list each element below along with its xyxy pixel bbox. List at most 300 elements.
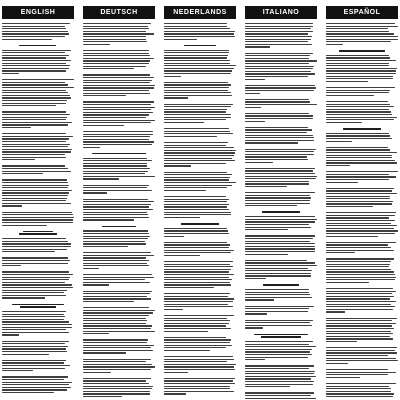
body-text-line (245, 241, 310, 242)
body-text-line (2, 324, 72, 325)
body-text-line (245, 137, 314, 138)
body-text-line (83, 68, 134, 69)
body-text-line (2, 198, 67, 199)
body-text-line (2, 277, 70, 278)
body-text-line (164, 31, 235, 32)
body-text-line (326, 201, 393, 202)
section-heading-line (181, 223, 220, 225)
body-text-line (164, 199, 229, 200)
body-text-line (2, 351, 67, 352)
body-text-line (326, 328, 394, 329)
body-text-line (245, 31, 313, 32)
body-text-line (164, 331, 208, 332)
body-text-line (2, 203, 71, 204)
body-text-line (2, 119, 66, 120)
body-text-line (2, 84, 68, 85)
section-heading-line (19, 45, 56, 47)
body-text-line (245, 306, 314, 307)
body-text-line (83, 39, 146, 40)
body-text-line (164, 236, 184, 237)
body-text-line (83, 331, 155, 332)
body-text-line (164, 182, 236, 183)
body-text-line (164, 106, 231, 107)
body-text-line (2, 36, 65, 37)
body-text-line (245, 346, 316, 347)
body-text-line (326, 23, 395, 24)
body-text-line (2, 173, 43, 174)
body-text-line (245, 359, 265, 360)
body-text-line (164, 315, 234, 316)
body-text-line (245, 149, 316, 150)
section-heading-line (20, 306, 56, 308)
body-text-line (326, 114, 392, 115)
body-text-line (83, 58, 154, 59)
body-text-line (245, 58, 309, 59)
body-text-line (2, 292, 64, 293)
body-text-line (2, 190, 72, 191)
body-text-line (164, 97, 188, 98)
body-text-line (83, 386, 153, 387)
body-text-line (164, 337, 226, 338)
body-text-line (2, 122, 72, 123)
body-text-line (326, 70, 396, 71)
body-text-line (83, 219, 134, 220)
body-text-line (164, 206, 227, 207)
body-text-line (83, 255, 154, 256)
body-text-line (326, 386, 389, 387)
body-text-line (245, 294, 310, 295)
section-heading-line (23, 231, 54, 233)
body-text-line (2, 368, 65, 369)
body-text-line (326, 258, 394, 259)
column-header-nederlands: NEDERLANDS (164, 6, 236, 19)
body-text-line (245, 371, 315, 372)
body-text-line (164, 386, 230, 387)
body-text-line (164, 250, 234, 251)
body-text-line (83, 301, 134, 302)
body-text-line (83, 26, 148, 27)
body-text-line (245, 93, 260, 94)
body-text-line (2, 241, 68, 242)
body-text-line (245, 313, 267, 314)
body-text-line (245, 33, 308, 34)
body-text-line (2, 341, 69, 342)
body-text-line (164, 142, 228, 143)
body-text-line (2, 354, 49, 355)
body-text-line (326, 203, 392, 204)
body-text-line (164, 128, 229, 129)
body-text-line (83, 325, 152, 326)
body-text-line (245, 87, 316, 88)
body-text-line (164, 68, 234, 69)
body-text-line (2, 182, 68, 183)
body-text-line (245, 79, 265, 80)
body-text-line (245, 308, 309, 309)
body-text-line (245, 392, 314, 393)
body-text-line (164, 147, 234, 148)
body-text-line (164, 70, 232, 71)
body-text-line (326, 217, 389, 218)
body-text-line (326, 274, 395, 275)
body-text-line (2, 263, 68, 264)
body-text-line (245, 115, 313, 116)
body-text-line (326, 212, 396, 213)
body-text-line (164, 172, 227, 173)
body-text-line (326, 333, 393, 334)
section-heading-line (19, 233, 57, 235)
body-text-line (164, 228, 227, 229)
body-text-line (245, 349, 312, 350)
column-header-italiano: ITALIANO (245, 6, 317, 19)
body-text-line (83, 333, 109, 334)
body-text-line (245, 378, 311, 379)
body-text-line (2, 124, 68, 125)
body-text-line (326, 60, 396, 61)
body-text-line (245, 41, 308, 42)
body-text-line (2, 97, 71, 98)
body-text-line (164, 204, 229, 205)
body-text-line (164, 306, 233, 307)
section-heading-line (339, 50, 386, 52)
body-text-line (326, 55, 389, 56)
body-text-line (326, 162, 397, 163)
body-text-line (326, 228, 394, 229)
body-text-line (326, 215, 395, 216)
body-text-line (83, 93, 150, 94)
body-text-line (83, 318, 146, 319)
body-text-line (326, 90, 390, 91)
body-text-line (164, 356, 233, 357)
body-text-line (83, 201, 154, 202)
body-text-line (326, 157, 392, 158)
body-text-line (2, 238, 66, 239)
body-text-line (245, 275, 311, 276)
body-text-line (164, 359, 234, 360)
body-text-line (164, 39, 197, 40)
body-text-line (2, 33, 69, 34)
body-text-line (245, 260, 307, 261)
body-text-line (164, 117, 231, 118)
body-text-line (2, 370, 33, 371)
body-text-line (2, 246, 71, 247)
body-text-line (83, 66, 146, 67)
body-text-line (245, 384, 313, 385)
body-text-line (164, 342, 230, 343)
column-header-english: ENGLISH (2, 6, 74, 19)
body-text-line (326, 155, 392, 156)
body-text-line (83, 342, 147, 343)
body-text-line (2, 205, 22, 206)
column-header-espanol: ESPAÑOL (326, 6, 398, 19)
body-text-line (83, 190, 152, 191)
body-text-line (83, 393, 150, 394)
body-text-line (83, 33, 154, 34)
body-text-line (326, 301, 396, 302)
body-text-line (245, 197, 311, 198)
body-text-line (245, 192, 315, 193)
body-text-line (164, 269, 231, 270)
body-text-line (164, 366, 234, 367)
body-text-line (326, 374, 388, 375)
body-text-line (245, 44, 312, 45)
body-text-line (164, 152, 235, 153)
body-text-line (2, 365, 70, 366)
body-text-line (83, 350, 153, 351)
body-text-line (245, 151, 314, 152)
section-heading-line (92, 153, 147, 155)
body-text-line (326, 182, 358, 183)
body-text-line (245, 238, 313, 239)
body-text-line (2, 257, 68, 258)
body-text-line (164, 95, 232, 96)
body-text-line (245, 159, 308, 160)
body-text-line (326, 288, 393, 289)
body-text-line (326, 165, 350, 166)
body-text-line (245, 168, 315, 169)
body-text-line (83, 268, 99, 269)
body-text-line (164, 255, 200, 256)
body-text-line (245, 327, 263, 328)
body-text-line (245, 23, 313, 24)
body-text-line (83, 372, 111, 373)
body-text-line (245, 205, 297, 206)
body-text-line (326, 331, 391, 332)
body-text-line (164, 57, 227, 58)
body-text-line (245, 311, 308, 312)
body-text-line (83, 117, 146, 118)
body-text-line (2, 219, 73, 220)
body-text-line (2, 387, 71, 388)
body-text-line (83, 383, 149, 384)
body-text-line (164, 84, 231, 85)
body-text-line (326, 135, 390, 136)
body-text-line (164, 287, 214, 288)
body-text-line (245, 278, 266, 279)
body-text-line (245, 322, 310, 323)
body-text-line (326, 73, 396, 74)
body-text-line (83, 82, 150, 83)
body-text-line (164, 247, 229, 248)
body-text-line (2, 50, 71, 51)
body-text-line (326, 396, 393, 397)
body-text-line (2, 290, 67, 291)
body-text-line (326, 149, 390, 150)
body-text-line (2, 168, 68, 169)
body-text-line (164, 325, 226, 326)
body-text-line (164, 63, 230, 64)
body-text-line (2, 382, 72, 383)
body-text-line (83, 243, 146, 244)
body-text-line (2, 284, 72, 285)
body-text-line (245, 246, 315, 247)
body-text-line (164, 150, 236, 151)
body-text-line (164, 190, 206, 191)
body-text-line (164, 328, 231, 329)
section-heading-line (184, 45, 216, 47)
body-text-line (245, 26, 313, 27)
body-text-line (245, 104, 317, 105)
body-text-line (83, 60, 150, 61)
body-text-line (2, 127, 31, 128)
body-text-line (326, 41, 391, 42)
body-text-line (245, 376, 316, 377)
body-text-line (164, 279, 232, 280)
body-text-line (164, 345, 232, 346)
body-text-line (2, 103, 66, 104)
body-text-line (245, 395, 311, 396)
body-text-line (83, 104, 151, 105)
body-text-line (326, 122, 362, 123)
body-text-line (326, 341, 357, 342)
body-text-line (83, 315, 149, 316)
body-text-line (245, 107, 261, 108)
body-text-line (83, 23, 151, 24)
body-text-line (326, 306, 395, 307)
body-text-line (326, 296, 394, 297)
body-text-line (83, 293, 150, 294)
body-text-line (164, 177, 230, 178)
body-text-line (2, 217, 74, 218)
body-text-line (83, 134, 153, 135)
body-text-line (326, 95, 374, 96)
body-text-line (245, 386, 290, 387)
body-text-line (326, 282, 369, 283)
body-text-line (2, 73, 19, 74)
body-text-line (164, 296, 228, 297)
body-text-line (2, 187, 68, 188)
body-text-line (2, 343, 65, 344)
body-text-line (83, 90, 149, 91)
body-text-line (326, 109, 389, 110)
body-text-line (164, 301, 233, 302)
body-text-line (2, 282, 65, 283)
body-text-line (245, 365, 314, 366)
body-text-line (326, 242, 396, 243)
body-text-line (326, 236, 378, 237)
body-text-line (245, 229, 288, 230)
body-text-line (164, 388, 230, 389)
body-text-line (83, 361, 146, 362)
body-text-line (164, 271, 229, 272)
body-text-line (83, 214, 148, 215)
body-text-line (83, 168, 150, 169)
body-text-line (326, 304, 391, 305)
body-text-line (164, 165, 191, 166)
body-text-line (2, 57, 66, 58)
section-heading-line (262, 211, 300, 213)
body-text-line (326, 358, 396, 359)
section-heading-line (343, 128, 380, 130)
body-text-line (326, 391, 391, 392)
body-text-line (83, 233, 149, 234)
body-text-line (83, 144, 152, 145)
body-text-line (245, 129, 312, 130)
body-text-line (83, 320, 147, 321)
body-text-line (326, 33, 394, 34)
body-text-line (164, 119, 226, 120)
body-text-line (164, 155, 234, 156)
body-text-line (326, 104, 390, 105)
body-text-line (83, 260, 149, 261)
body-text-line (245, 85, 315, 86)
body-text-line (245, 53, 313, 54)
body-text-line (326, 350, 395, 351)
body-text-line (326, 252, 355, 253)
column-deutsch (83, 0, 155, 400)
body-text-line (245, 325, 312, 326)
body-text-line (164, 92, 231, 93)
body-text-line (326, 119, 394, 120)
body-text-line (245, 203, 310, 204)
body-text-line (164, 391, 234, 392)
body-text-line (326, 377, 360, 378)
body-text-line (245, 381, 314, 382)
body-text-line (83, 388, 152, 389)
body-text-line (245, 173, 315, 174)
body-text-line (83, 136, 150, 137)
body-text-line (2, 297, 45, 298)
body-text-line (164, 282, 230, 283)
body-text-line (326, 76, 393, 77)
body-text-line (326, 247, 391, 248)
body-text-line (83, 36, 146, 37)
body-text-line (245, 28, 311, 29)
body-text-line (83, 246, 128, 247)
body-text-line (83, 147, 100, 148)
body-text-line (245, 221, 315, 222)
body-text-line (83, 176, 155, 177)
body-text-line (164, 277, 229, 278)
body-text-line (164, 347, 226, 348)
body-text-line (2, 192, 69, 193)
body-text-line (83, 380, 146, 381)
body-text-line (164, 187, 227, 188)
body-text-line (245, 60, 317, 61)
body-text-line (83, 238, 148, 239)
body-text-line (2, 133, 66, 134)
body-text-line (83, 77, 154, 78)
body-text-line (164, 179, 229, 180)
body-text-line (164, 90, 228, 91)
body-text-line (83, 359, 151, 360)
body-text-line (164, 320, 230, 321)
body-text-line (83, 284, 109, 285)
body-text-line (164, 364, 236, 365)
body-text-line (2, 346, 68, 347)
body-text-line (2, 200, 66, 201)
body-text-line (245, 248, 315, 249)
body-text-line (2, 26, 65, 27)
body-text-line (245, 101, 310, 102)
body-text-line (2, 362, 64, 363)
body-text-line (326, 393, 394, 394)
column-body-deutsch (83, 21, 155, 400)
body-text-line (245, 289, 309, 290)
body-text-line (245, 299, 274, 300)
body-text-line (83, 312, 153, 313)
body-text-line (83, 131, 153, 132)
body-text-line (2, 165, 65, 166)
column-italiano (245, 0, 317, 400)
body-text-line (326, 176, 396, 177)
body-text-line (164, 372, 188, 373)
body-text-line (2, 225, 47, 226)
body-text-line (245, 273, 311, 274)
body-text-line (2, 222, 73, 223)
body-text-line (83, 87, 154, 88)
body-text-line (2, 65, 70, 66)
body-text-line (83, 139, 149, 140)
